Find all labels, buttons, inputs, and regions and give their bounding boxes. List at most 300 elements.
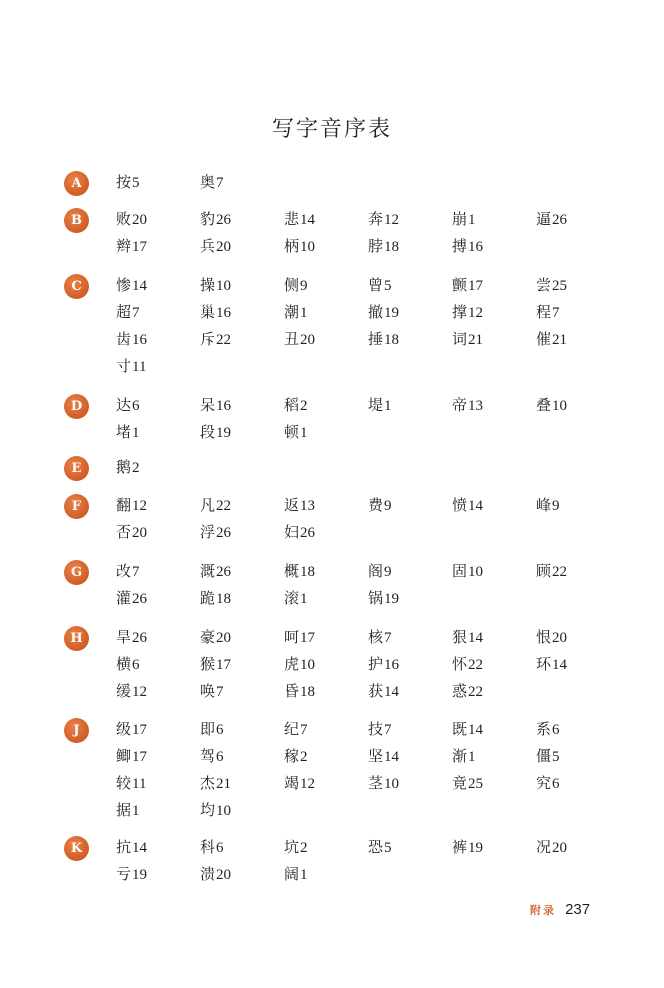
index-entry bbox=[284, 275, 368, 302]
entry-lesson-number: 18 bbox=[300, 684, 316, 700]
entry-character: 呵 bbox=[284, 628, 300, 646]
entry-character: 获 bbox=[368, 682, 384, 700]
entry-lesson-number: 22 bbox=[468, 684, 484, 700]
entry-lesson-number: 13 bbox=[468, 398, 484, 414]
entry-character: 搏 bbox=[452, 237, 468, 255]
letter-badge: C bbox=[64, 274, 89, 299]
index-entry bbox=[536, 495, 620, 522]
index-entry bbox=[116, 457, 200, 484]
entry-lesson-number: 10 bbox=[216, 803, 232, 819]
page-footer bbox=[530, 899, 630, 918]
entry-lesson-number: 16 bbox=[468, 239, 484, 255]
entry-character: 固 bbox=[452, 562, 468, 580]
index-entry bbox=[284, 395, 368, 422]
entry-lesson-number: 6 bbox=[216, 749, 224, 765]
entry-lesson-number: 20 bbox=[216, 239, 232, 255]
entry-lesson-number: 26 bbox=[132, 630, 148, 646]
entry-lesson-number: 20 bbox=[216, 630, 232, 646]
entry-character: 概 bbox=[284, 562, 300, 580]
index-entry bbox=[452, 302, 536, 329]
entry-character: 妇 bbox=[284, 523, 300, 541]
index-entry bbox=[452, 209, 536, 236]
entry-character: 阔 bbox=[284, 865, 300, 883]
index-entry bbox=[116, 522, 200, 549]
entry-character: 昏 bbox=[284, 682, 300, 700]
index-entry bbox=[368, 837, 452, 864]
entry-character: 滚 bbox=[284, 589, 300, 607]
entry-lesson-number: 26 bbox=[132, 591, 148, 607]
index-entry bbox=[200, 561, 284, 588]
index-entry bbox=[116, 236, 200, 263]
index-entry bbox=[200, 719, 284, 746]
entry-lesson-number: 5 bbox=[384, 840, 392, 856]
entry-character: 兵 bbox=[200, 237, 216, 255]
index-entry bbox=[452, 746, 536, 773]
entry-lesson-number: 19 bbox=[384, 591, 400, 607]
entry-lesson-number: 7 bbox=[300, 722, 308, 738]
entry-character: 均 bbox=[200, 801, 216, 819]
index-entry bbox=[116, 837, 200, 864]
index-entry bbox=[200, 654, 284, 681]
entry-character: 虎 bbox=[284, 655, 300, 673]
index-entry bbox=[452, 654, 536, 681]
index-entry bbox=[536, 837, 620, 864]
index-entry bbox=[116, 719, 200, 746]
entry-lesson-number: 12 bbox=[384, 212, 400, 228]
entry-lesson-number: 9 bbox=[384, 498, 392, 514]
index-entry bbox=[284, 627, 368, 654]
entry-character: 巢 bbox=[200, 303, 216, 321]
entry-lesson-number: 17 bbox=[132, 722, 148, 738]
entry-lesson-number: 25 bbox=[468, 776, 484, 792]
entry-lesson-number: 6 bbox=[216, 722, 224, 738]
entry-lesson-number: 19 bbox=[216, 425, 232, 441]
entry-lesson-number: 6 bbox=[132, 398, 140, 414]
entry-character: 惨 bbox=[116, 276, 132, 294]
entry-character: 费 bbox=[368, 496, 384, 514]
entry-lesson-number: 1 bbox=[300, 425, 308, 441]
entry-lesson-number: 10 bbox=[216, 278, 232, 294]
index-entry bbox=[452, 719, 536, 746]
entry-character: 脖 bbox=[368, 237, 384, 255]
index-entry bbox=[368, 395, 452, 422]
entry-character: 程 bbox=[536, 303, 552, 321]
entry-lesson-number: 14 bbox=[384, 749, 400, 765]
index-entry bbox=[284, 588, 368, 615]
index-entry bbox=[368, 302, 452, 329]
entry-character: 稻 bbox=[284, 396, 300, 414]
entry-character: 即 bbox=[200, 720, 216, 738]
index-entry bbox=[116, 209, 200, 236]
entry-character: 稼 bbox=[284, 747, 300, 765]
index-entry bbox=[200, 522, 284, 549]
entry-lesson-number: 5 bbox=[552, 749, 560, 765]
index-entry bbox=[116, 275, 200, 302]
entry-lesson-number: 20 bbox=[300, 332, 316, 348]
entry-character: 横 bbox=[116, 655, 132, 673]
index-entry bbox=[368, 681, 452, 708]
entry-lesson-number: 26 bbox=[300, 525, 316, 541]
entry-character: 撑 bbox=[452, 303, 468, 321]
index-entry bbox=[452, 275, 536, 302]
entry-character: 驾 bbox=[200, 747, 216, 765]
entry-lesson-number: 22 bbox=[216, 498, 232, 514]
entry-character: 柄 bbox=[284, 237, 300, 255]
entry-lesson-number: 1 bbox=[468, 749, 476, 765]
index-entry bbox=[116, 800, 200, 827]
entry-lesson-number: 7 bbox=[216, 684, 224, 700]
entry-character: 翻 bbox=[116, 496, 132, 514]
index-entry bbox=[368, 495, 452, 522]
index-entry bbox=[284, 302, 368, 329]
entry-lesson-number: 10 bbox=[300, 657, 316, 673]
entry-character: 纪 bbox=[284, 720, 300, 738]
entry-lesson-number: 2 bbox=[300, 840, 308, 856]
entry-character: 寸 bbox=[116, 357, 132, 375]
index-entry bbox=[284, 329, 368, 356]
index-entry bbox=[116, 627, 200, 654]
entry-character: 狠 bbox=[452, 628, 468, 646]
entry-character: 呆 bbox=[200, 396, 216, 414]
entry-lesson-number: 10 bbox=[384, 776, 400, 792]
entry-character: 豪 bbox=[200, 628, 216, 646]
entry-character: 亏 bbox=[116, 865, 132, 883]
index-entry bbox=[284, 746, 368, 773]
index-entry bbox=[116, 588, 200, 615]
entry-lesson-number: 1 bbox=[132, 803, 140, 819]
entry-character: 竭 bbox=[284, 774, 300, 792]
index-entry bbox=[368, 627, 452, 654]
entry-grid bbox=[116, 275, 626, 383]
index-entry bbox=[536, 329, 620, 356]
index-entry bbox=[284, 654, 368, 681]
entry-lesson-number: 14 bbox=[468, 722, 484, 738]
entry-character: 级 bbox=[116, 720, 132, 738]
entry-character: 撤 bbox=[368, 303, 384, 321]
entry-lesson-number: 26 bbox=[216, 212, 232, 228]
entry-lesson-number: 1 bbox=[300, 867, 308, 883]
entry-lesson-number: 9 bbox=[300, 278, 308, 294]
entry-grid bbox=[116, 837, 626, 891]
entry-character: 系 bbox=[536, 720, 552, 738]
index-entry bbox=[452, 395, 536, 422]
entry-lesson-number: 18 bbox=[384, 332, 400, 348]
entry-lesson-number: 14 bbox=[552, 657, 568, 673]
index-entry bbox=[536, 561, 620, 588]
entry-character: 尝 bbox=[536, 276, 552, 294]
entry-lesson-number: 18 bbox=[216, 591, 232, 607]
entry-character: 齿 bbox=[116, 330, 132, 348]
index-entry bbox=[536, 719, 620, 746]
entry-lesson-number: 17 bbox=[132, 239, 148, 255]
index-entry bbox=[200, 172, 284, 199]
entry-lesson-number: 14 bbox=[384, 684, 400, 700]
entry-lesson-number: 14 bbox=[468, 630, 484, 646]
index-entry bbox=[284, 561, 368, 588]
letter-badge: A bbox=[64, 171, 89, 196]
entry-lesson-number: 20 bbox=[216, 867, 232, 883]
index-entry bbox=[284, 837, 368, 864]
entry-character: 裤 bbox=[452, 838, 468, 856]
entry-character: 阁 bbox=[368, 562, 384, 580]
entry-lesson-number: 20 bbox=[132, 525, 148, 541]
index-entry bbox=[452, 627, 536, 654]
entry-grid bbox=[116, 395, 626, 449]
entry-character: 愤 bbox=[452, 496, 468, 514]
entry-lesson-number: 9 bbox=[384, 564, 392, 580]
index-entry bbox=[284, 209, 368, 236]
entry-character: 斥 bbox=[200, 330, 216, 348]
entry-character: 按 bbox=[116, 173, 132, 191]
index-entry bbox=[536, 302, 620, 329]
letter-badge: K bbox=[64, 836, 89, 861]
entry-character: 侧 bbox=[284, 276, 300, 294]
page-title: 写字音序表 bbox=[271, 117, 392, 142]
index-entry bbox=[452, 329, 536, 356]
entry-character: 缓 bbox=[116, 682, 132, 700]
letter-badge: H bbox=[64, 626, 89, 651]
entry-character: 曾 bbox=[368, 276, 384, 294]
index-entry bbox=[200, 681, 284, 708]
entry-character: 叠 bbox=[536, 396, 552, 414]
entry-lesson-number: 20 bbox=[132, 212, 148, 228]
entry-character: 唤 bbox=[200, 682, 216, 700]
entry-character: 惑 bbox=[452, 682, 468, 700]
index-entry bbox=[368, 588, 452, 615]
entry-lesson-number: 26 bbox=[552, 212, 568, 228]
entry-grid bbox=[116, 457, 626, 484]
index-entry bbox=[368, 719, 452, 746]
entry-character: 顿 bbox=[284, 423, 300, 441]
entry-character: 辫 bbox=[116, 237, 132, 255]
index-entry bbox=[284, 522, 368, 549]
entry-character: 技 bbox=[368, 720, 384, 738]
entry-lesson-number: 7 bbox=[132, 564, 140, 580]
index-entry bbox=[200, 422, 284, 449]
entry-character: 段 bbox=[200, 423, 216, 441]
entry-character: 僵 bbox=[536, 747, 552, 765]
entry-character: 怀 bbox=[452, 655, 468, 673]
index-entry bbox=[452, 495, 536, 522]
entry-character: 逼 bbox=[536, 210, 552, 228]
entry-lesson-number: 2 bbox=[300, 398, 308, 414]
entry-character: 操 bbox=[200, 276, 216, 294]
entry-lesson-number: 11 bbox=[132, 776, 147, 792]
entry-character: 鹅 bbox=[116, 458, 132, 476]
entry-character: 恐 bbox=[368, 838, 384, 856]
entry-character: 坑 bbox=[284, 838, 300, 856]
entry-lesson-number: 1 bbox=[468, 212, 476, 228]
index-entry bbox=[368, 654, 452, 681]
entry-grid bbox=[116, 627, 626, 708]
entry-lesson-number: 20 bbox=[552, 840, 568, 856]
entry-character: 溃 bbox=[200, 865, 216, 883]
index-entry bbox=[284, 495, 368, 522]
index-entry bbox=[452, 561, 536, 588]
index-entry bbox=[116, 654, 200, 681]
entry-character: 竟 bbox=[452, 774, 468, 792]
letter-badge: J bbox=[64, 718, 89, 743]
entry-lesson-number: 12 bbox=[132, 684, 148, 700]
entry-lesson-number: 12 bbox=[300, 776, 316, 792]
letter-badge: B bbox=[64, 208, 89, 233]
entry-character: 崩 bbox=[452, 210, 468, 228]
entry-character: 堤 bbox=[368, 396, 384, 414]
entry-character: 究 bbox=[536, 774, 552, 792]
index-entry bbox=[116, 773, 200, 800]
index-entry bbox=[200, 302, 284, 329]
entry-lesson-number: 21 bbox=[552, 332, 568, 348]
entry-lesson-number: 7 bbox=[132, 305, 140, 321]
index-entry bbox=[368, 275, 452, 302]
index-entry bbox=[536, 395, 620, 422]
entry-character: 超 bbox=[116, 303, 132, 321]
index-entry bbox=[536, 627, 620, 654]
entry-character: 鲫 bbox=[116, 747, 132, 765]
entry-character: 词 bbox=[452, 330, 468, 348]
index-entry bbox=[116, 561, 200, 588]
entry-lesson-number: 5 bbox=[132, 175, 140, 191]
index-entry bbox=[536, 746, 620, 773]
entry-character: 悲 bbox=[284, 210, 300, 228]
entry-lesson-number: 19 bbox=[384, 305, 400, 321]
entry-character: 跪 bbox=[200, 589, 216, 607]
index-entry bbox=[284, 719, 368, 746]
entry-character: 环 bbox=[536, 655, 552, 673]
entry-character: 丑 bbox=[284, 330, 300, 348]
index-entry bbox=[284, 422, 368, 449]
index-entry bbox=[284, 773, 368, 800]
entry-character: 灌 bbox=[116, 589, 132, 607]
entry-lesson-number: 25 bbox=[552, 278, 568, 294]
entry-grid bbox=[116, 495, 626, 549]
entry-lesson-number: 1 bbox=[300, 305, 308, 321]
entry-character: 峰 bbox=[536, 496, 552, 514]
entry-lesson-number: 1 bbox=[300, 591, 308, 607]
index-entry bbox=[284, 864, 368, 891]
index-entry bbox=[200, 236, 284, 263]
entry-character: 达 bbox=[116, 396, 132, 414]
entry-character: 凡 bbox=[200, 496, 216, 514]
entry-lesson-number: 26 bbox=[216, 525, 232, 541]
entry-character: 渐 bbox=[452, 747, 468, 765]
index-entry bbox=[200, 627, 284, 654]
entry-lesson-number: 10 bbox=[552, 398, 568, 414]
entry-grid bbox=[116, 209, 626, 263]
index-entry bbox=[284, 681, 368, 708]
entry-character: 堵 bbox=[116, 423, 132, 441]
index-entry bbox=[116, 681, 200, 708]
entry-lesson-number: 20 bbox=[552, 630, 568, 646]
entry-character: 溉 bbox=[200, 562, 216, 580]
index-entry bbox=[536, 209, 620, 236]
entry-lesson-number: 14 bbox=[468, 498, 484, 514]
entry-lesson-number: 9 bbox=[552, 498, 560, 514]
entry-lesson-number: 21 bbox=[468, 332, 484, 348]
entry-character: 奥 bbox=[200, 173, 216, 191]
entry-lesson-number: 10 bbox=[300, 239, 316, 255]
entry-character: 催 bbox=[536, 330, 552, 348]
entry-lesson-number: 17 bbox=[132, 749, 148, 765]
entry-lesson-number: 22 bbox=[468, 657, 484, 673]
entry-character: 帝 bbox=[452, 396, 468, 414]
entry-character: 恨 bbox=[536, 628, 552, 646]
entry-character: 科 bbox=[200, 838, 216, 856]
entry-lesson-number: 6 bbox=[552, 776, 560, 792]
letter-badge: E bbox=[64, 456, 89, 481]
entry-lesson-number: 10 bbox=[468, 564, 484, 580]
index-entry bbox=[200, 495, 284, 522]
entry-character: 颤 bbox=[452, 276, 468, 294]
entry-character: 核 bbox=[368, 628, 384, 646]
entry-character: 捶 bbox=[368, 330, 384, 348]
entry-lesson-number: 19 bbox=[132, 867, 148, 883]
entry-character: 猴 bbox=[200, 655, 216, 673]
letter-badge: F bbox=[64, 494, 89, 519]
index-entry bbox=[116, 356, 200, 383]
entry-lesson-number: 18 bbox=[384, 239, 400, 255]
index-entry bbox=[200, 800, 284, 827]
entry-lesson-number: 1 bbox=[132, 425, 140, 441]
entry-lesson-number: 16 bbox=[384, 657, 400, 673]
entry-lesson-number: 16 bbox=[132, 332, 148, 348]
entry-lesson-number: 14 bbox=[132, 840, 148, 856]
entry-character: 锅 bbox=[368, 589, 384, 607]
entry-character: 否 bbox=[116, 523, 132, 541]
index-entry bbox=[368, 209, 452, 236]
index-entry bbox=[368, 773, 452, 800]
entry-character: 据 bbox=[116, 801, 132, 819]
entry-character: 护 bbox=[368, 655, 384, 673]
index-entry bbox=[116, 395, 200, 422]
entry-lesson-number: 11 bbox=[132, 359, 147, 375]
entry-lesson-number: 16 bbox=[216, 398, 232, 414]
entry-lesson-number: 6 bbox=[132, 657, 140, 673]
entry-character: 况 bbox=[536, 838, 552, 856]
entry-character: 顾 bbox=[536, 562, 552, 580]
entry-lesson-number: 14 bbox=[300, 212, 316, 228]
entry-lesson-number: 7 bbox=[384, 722, 392, 738]
entry-grid bbox=[116, 719, 626, 827]
entry-lesson-number: 22 bbox=[216, 332, 232, 348]
index-entry bbox=[536, 773, 620, 800]
entry-lesson-number: 1 bbox=[384, 398, 392, 414]
entry-character: 旱 bbox=[116, 628, 132, 646]
index-entry bbox=[536, 275, 620, 302]
entry-lesson-number: 14 bbox=[132, 278, 148, 294]
entry-lesson-number: 21 bbox=[216, 776, 232, 792]
entry-lesson-number: 17 bbox=[216, 657, 232, 673]
entry-lesson-number: 7 bbox=[384, 630, 392, 646]
entry-character: 潮 bbox=[284, 303, 300, 321]
entry-lesson-number: 5 bbox=[384, 278, 392, 294]
entry-character: 既 bbox=[452, 720, 468, 738]
entry-character: 杰 bbox=[200, 774, 216, 792]
letter-badge: D bbox=[64, 394, 89, 419]
entry-character: 坚 bbox=[368, 747, 384, 765]
entry-lesson-number: 2 bbox=[132, 460, 140, 476]
entry-lesson-number: 2 bbox=[300, 749, 308, 765]
index-entry bbox=[200, 275, 284, 302]
index-entry bbox=[200, 209, 284, 236]
entry-lesson-number: 16 bbox=[216, 305, 232, 321]
index-entry bbox=[116, 422, 200, 449]
entry-character: 改 bbox=[116, 562, 132, 580]
entry-lesson-number: 13 bbox=[300, 498, 316, 514]
index-entry bbox=[200, 837, 284, 864]
index-entry bbox=[368, 329, 452, 356]
index-entry bbox=[200, 395, 284, 422]
